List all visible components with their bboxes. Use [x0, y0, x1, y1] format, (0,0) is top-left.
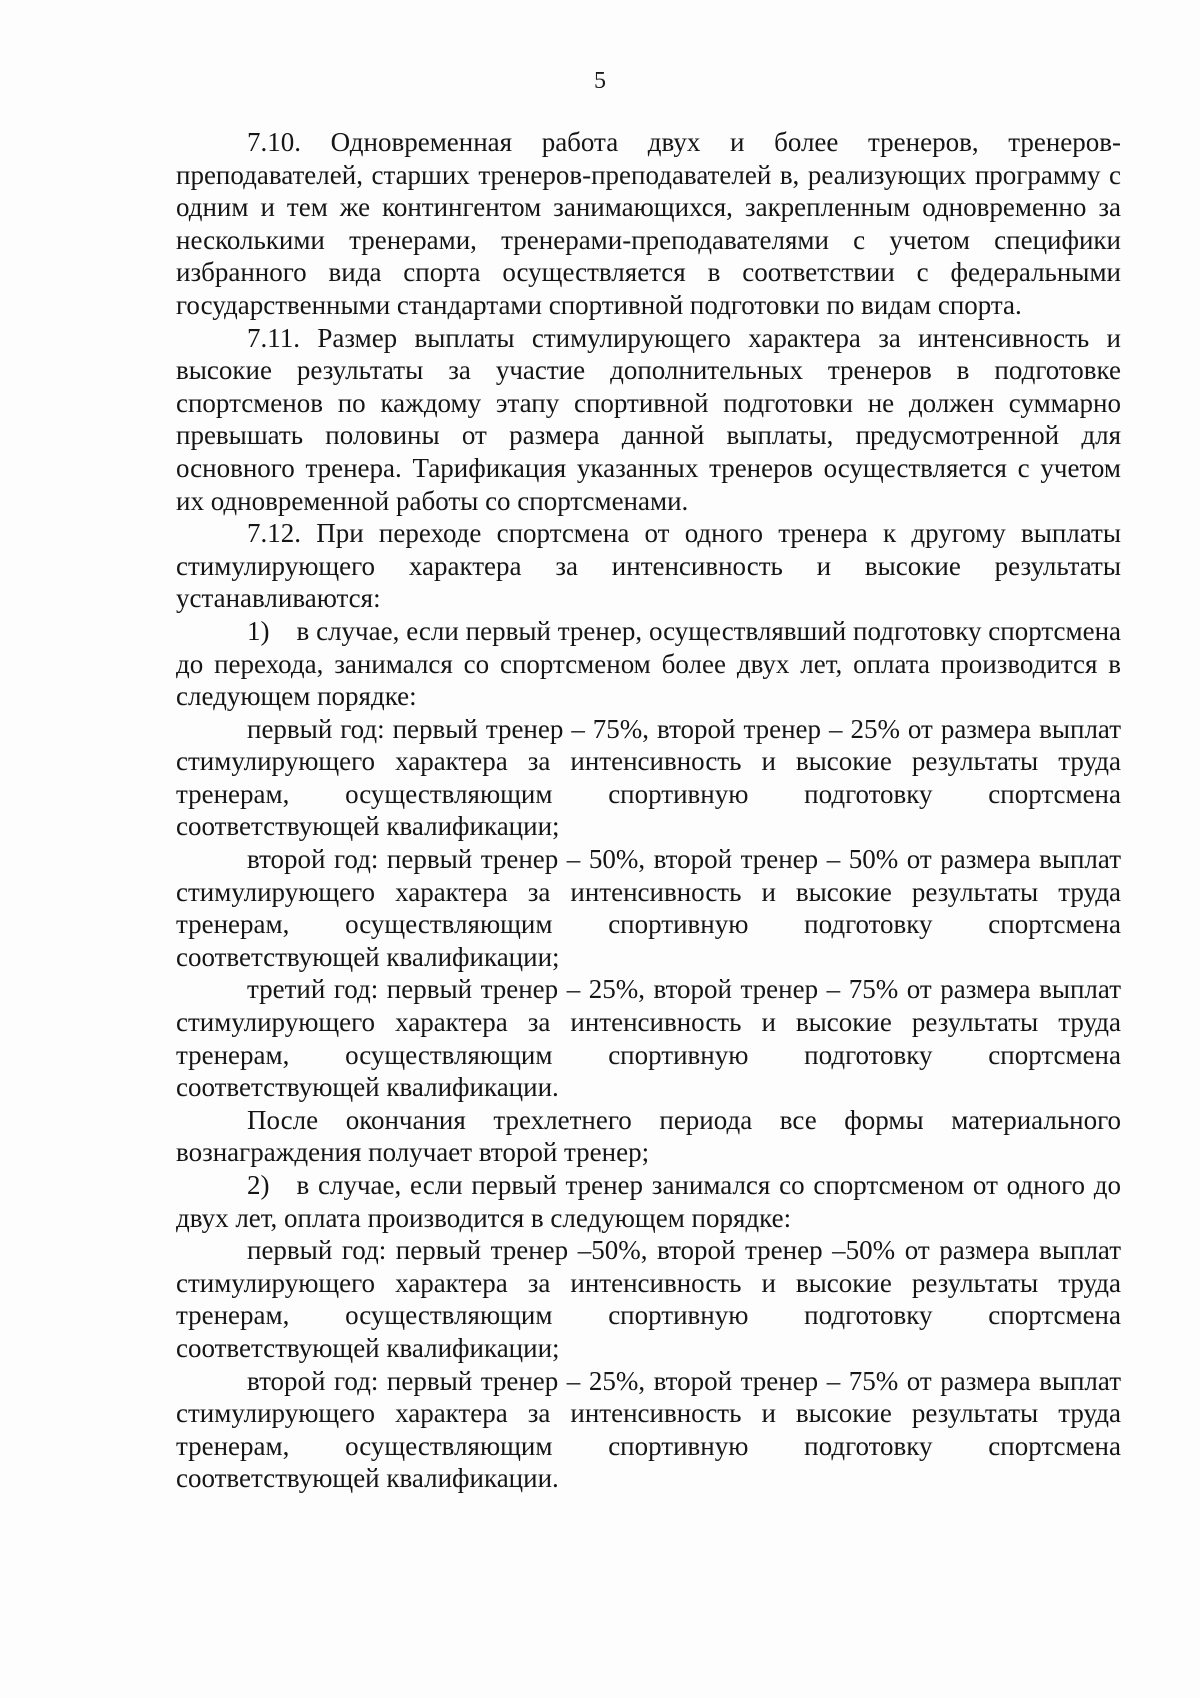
paragraph-first-year-b: первый год: первый тренер –50%, второй тренер –50% от размера выплат стимулирующего характера за интенсивность и высокие результаты труда тренерам, осуществляющим спортивную подготовку спортсмена соответствующей квалификации;	[176, 1235, 1121, 1363]
list-item-1: 1) в случае, если первый тренер, осуществлявший подготовку спортсмена до перехода, занимался со спортсменом более двух лет, оплата производится в следующем порядке:	[176, 615, 1121, 712]
paragraph-third-year-a: третий год: первый тренер – 25%, второй тренер – 75% от размера выплат стимулирующего характера за интенсивность и высокие результаты труда тренерам, осуществляющим спортивную подготовку спортсмена соответствующей квалификации.	[176, 974, 1121, 1103]
paragraph-second-year-b: второй год: первый тренер – 25%, второй тренер – 75% от размера выплат стимулирующего характера за интенсивность и высокие результаты труда тренерам, осуществляющим спортивную подготовку спортсмена соответствующей квалификации.	[176, 1365, 1121, 1494]
paragraph-second-year-a: второй год: первый тренер – 50%, второй тренер – 50% от размера выплат стимулирующего характера за интенсивность и высокие результаты труда тренерам, осуществляющим спортивную подготовку спортсмена соответствующей квалификации;	[176, 844, 1121, 972]
list-item-2: 2) в случае, если первый тренер занимался со спортсменом от одного до двух лет, оплата производится в следующем порядке:	[176, 1170, 1121, 1233]
paragraph-after-period: После окончания трехлетнего периода все формы материального вознаграждения получает второй тренер;	[176, 1104, 1121, 1168]
paragraph-7-12: 7.12. При переходе спортсмена от одного тренера к другому выплаты стимулирующего характера за интенсивность и высокие результаты устанавливаются:	[176, 518, 1121, 614]
document-body	[176, 126, 1121, 1495]
paragraph-7-11: 7.11. Размер выплаты стимулирующего характера за интенсивность и высокие результаты за участие дополнительных тренеров в подготовке спортсменов по каждому этапу спортивной подготовки не должен суммарно превышать половины от размера данной выплаты, предусмотренной для основного тренера. Тарификация указанных тренеров осуществляется с учетом их одновременной работы со спортсменами.	[176, 322, 1121, 516]
page-number: 5	[594, 68, 606, 94]
paragraph-7-10: 7.10. Одновременная работа двух и более тренеров, тренеров-преподавателей, старших тренеров-преподавателей в, реализующих программу с одним и тем же контингентом занимающихся, закрепленным одновременно за несколькими тренерами, тренерами-преподавателями с учетом специфики избранного вида спорта осуществляется в соответствии с федеральными государственными стандартами спортивной подготовки по видам спорта.	[176, 127, 1121, 320]
paragraph-first-year-a: первый год: первый тренер – 75%, второй тренер – 25% от размера выплат стимулирующего характера за интенсивность и высокие результаты труда тренерам, осуществляющим спортивную подготовку спортсмена соответствующей квалификации;	[176, 713, 1121, 842]
